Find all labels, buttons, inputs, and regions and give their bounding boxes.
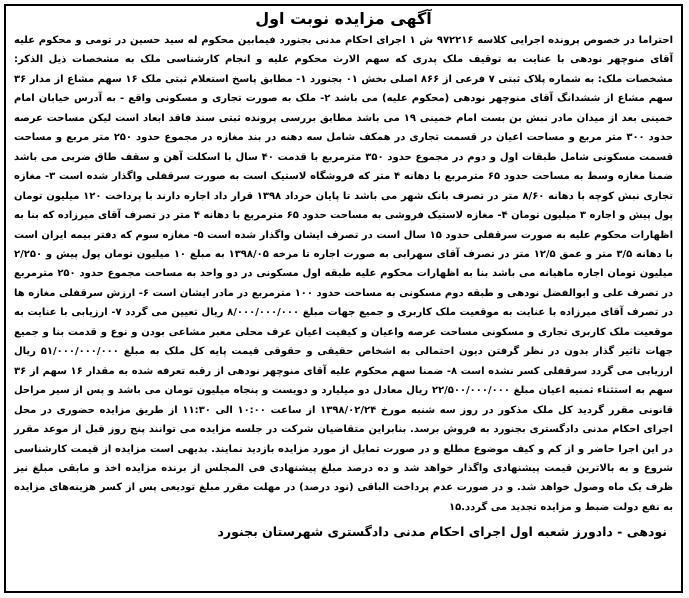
notice-frame <box>4 4 683 593</box>
notice-signature: نودهی - دادورز شعبه اول اجرای احکام مدنی دادگستری شهرستان بجنورد <box>217 524 667 540</box>
notice-title: آگهی مزایده نوبت اول <box>255 9 432 28</box>
notice-body: احتراما در خصوص پرونده اجرایی کلاسه ۹۷۲۲۱۶ ش ۱ اجرای احکام مدنی بجنورد فیمابین محکوم له سید حسین در تومی و محکوم علیه آقای منوچهر نودهی با عنایت به توقیف ملک پدری که سهم الارث محکوم علیه و انجام کارشناسی ملک به مشخصات ذیل الذکر: مشخصات ملک: به شماره پلاک ثبتی ۷ فرعی از ۸۶۶ اصلی بخش ۰۱ بجنورد ۱- مطابق پاسخ استعلام ثبتی ملک ۱۶ سهم مشاع از مدار ۳۶ سهم مشاع از ششدانگ آقای منوچهر نودهی (محکوم علیه) می باشد ۲- ملک به صورت تجاری و مسکونی واقع - به آدرس خیابان امام خمینی بعد از میدان مادر نبش بن بست امام خمینی ۱۹ می باشد مطابق بررسی پرونده ثبتی سند فاقد ابعاد است لیکن مساحت عرصه حدود ۳۰۰ متر مربع و مساحت اعیان در قسمت تجاری در همکف شامل سه دهنه در بند مغازه در مجموع حدود ۲۵۰ متر مربع و مساحت قسمت مسکونی شامل طبقات اول و دوم در مجموع حدود ۳۵۰ مترمربع با قدمت ۴۰ سال با اسکلت آهن و سقف طاق ضربی می باشد ضمنا مغازه وسط به مساحت حدود ۶۵ مترمربع با دهانه ۴ متر که فروشگاه لاستیک است به صورت سرقفلی واگذار شده است ۳- مغازه تجاری نبش کوچه با دهانه ۸/۶۰ متر در تصرف بانک شهر می باشد تا پایان خرداد ۱۳۹۸ قرار داد اجاره دارند با پرداخت ۱۲۰ میلیون تومان پول پیش و اجاره ۳ میلیون تومان ۴- مغازه لاستیک فروشی به مساحت حدود ۶۵ مترمربع با دهانه ۴ متر در تصرف آقای میرزاده که بنا به اظهارات محکوم علیه به صورت سرقفلی حدود ۱۵ سال است در تصرف ایشان واگذار شده است ۵- مغازه سوم که دفتر بیمه ایران است با دهانه ۳/۵ متر و عمق ۱۲/۵ متر در تصرف آقای سهرابی به صورت اجاره تا مرخه ۱۳۹۸/۰۵ به مبلغ ۱۰ میلیون تومان پول پیش و ۲/۲۵۰ میلیون تومان اجاره ماهیانه می باشد بنا به اظهارات محکوم علیه طبقه اول مسکونی در دو واحد به مساحت مجموع حدود ۲۵۰ مترمربع در تصرف علی و ابوالفضل نودهی و طبقه دوم مسکونی به مساحت حدود ۱۰۰ مترمربع در مادر ایشان است ۶- ارزش سرقفلی مغازه ها در تصرف آقای میرزاده با عنایت به موقعیت ملک کاربری و جمیع جهات مبلغ ۸/۰۰۰/۰۰۰/۰۰۰ ریال تعیین می گردد ۷- ارزیابی با عنایت به موقعیت ملک کاربری تجاری و مسکونی مساحت عرصه واعیان و کیفیت اعیان عرف محلی معبر مشاعی بودن و نوع و قدمت بنا و جمیع جهات تاثیر گذار بدون در نظر گرفتن دیون احتمالی به اشخاص حقیقی و حقوقی قیمت پایه کل ملک به مبلغ ۵۱/۰۰۰/۰۰۰/۰۰۰ ریال ارزیابی می گردد سرقفلی کسر نشده است ۸- ضمنا سهم محکوم علیه آقای منوچهر نودهی از رقبه تعرفه شده به مقدار ۱۶ سهم از ۳۶ سهم به استثناء ثمنیه اعیان مبلغ ۲۲/۵۰۰/۰۰۰/۰۰۰ ریال معادل دو میلیارد و دویست و پنجاه میلیون تومان می باشد و پس از سیر مراحل قانونی مقرر گردید کل ملک مذکور در روز سه شنبه مورخ ۱۳۹۸/۰۲/۲۴ از ساعت ۱۰:۰۰ الی ۱۱:۳۰ از طریق مزایده حضوری در محل اجرای احکام مدنی دادگستری بجنورد به فروش برسد. بنابراین متقاضیان شرکت در جلسه مزایده می توانند پنج روز قبل از موعد مقرر در این اجرا حاضر و از کم و کیف موضوع مطلع و در صورت تمایل از مورد مزایده بازدید نمایند. بدیهی است مزایده از قیمت کارشناسی شروع و به بالاترین قیمت پیشنهادی واگذار خواهد شد و ده درصد مبلغ پیشنهادی فی المجلس از برنده مزایده اخذ و مابقی مبلغ نیز ظرف یک ماه وصول خواهد شد. و در صورت عدم پرداخت الباقی (نود درصد) در مهلت مقرر مبلغ تودیعی پس از کسر هزینه‌های مزایده به نفع دولت ضبط و مزایده تجدید می گردد.۱۵ <box>14 35 674 513</box>
